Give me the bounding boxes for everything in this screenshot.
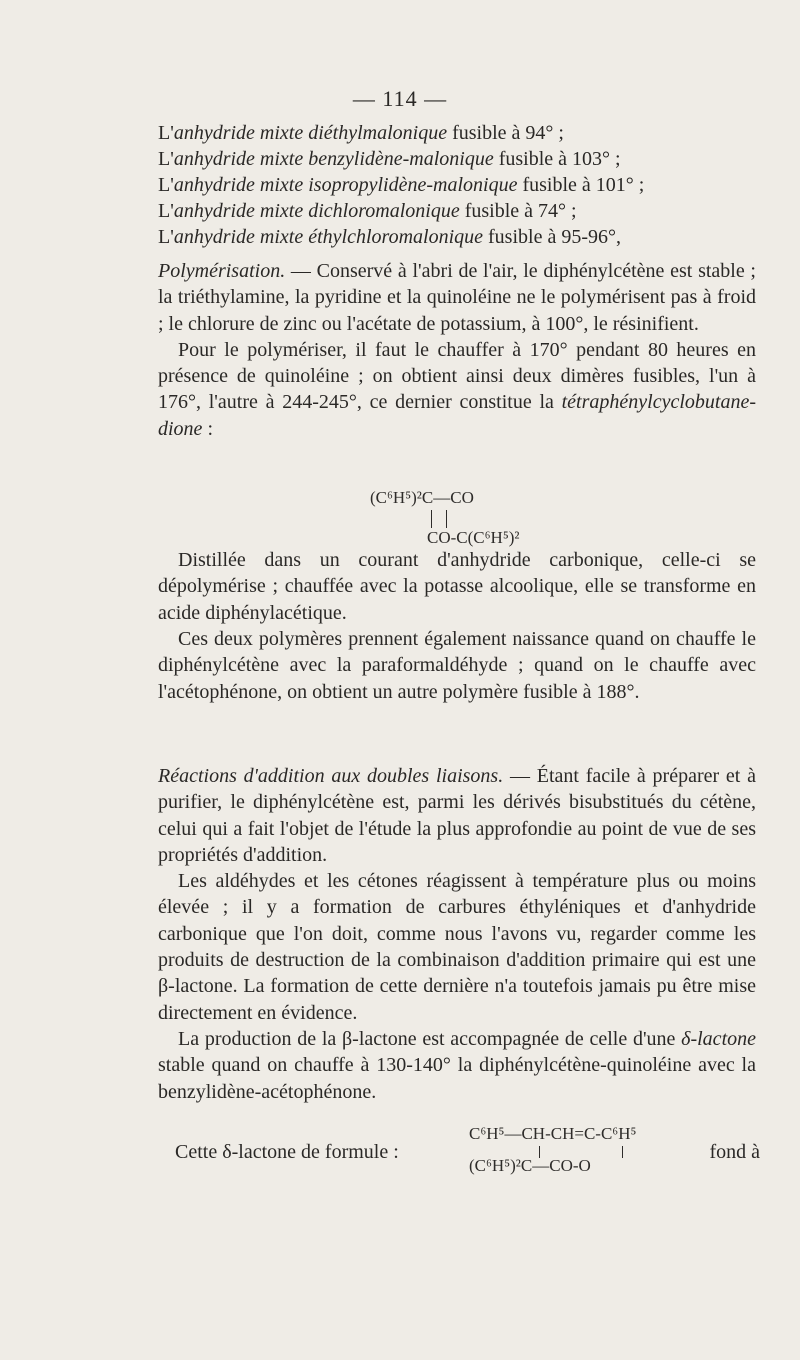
paragraph bbox=[158, 626, 756, 705]
paragraph-text: — Conservé à l'abri de l'air, le diphénylcétène est stable ; la triéthylamine, la pyridine et la quinoléine ne le polymérisent pas à froid ; le chlorure de zinc ou l'acétate de potassium, à 100°, le résinifient. bbox=[158, 260, 756, 335]
paragraph bbox=[158, 763, 756, 868]
formula-lactone-bottom: (C⁶H⁵)²C—CO-O bbox=[469, 1156, 591, 1175]
section-heading: Polymérisation. bbox=[158, 260, 286, 282]
paragraph-text: — Étant facile à préparer et à purifier, le diphénylcétène est, parmi les dérivés bisubstitués du cétène, celui qui a fait l'objet de l'étude la plus approfondie au point de vue de ses propriétés d'addition. bbox=[158, 765, 756, 866]
list-item bbox=[158, 224, 756, 250]
section-addition bbox=[158, 763, 756, 1105]
paragraph-text: Ces deux polymères prennent également naissance quand on chauffe le diphénylcétène avec la paraformaldéhyde ; quand on le chauffe avec l'acétophénone, on obtient un autre polymère fusible à 188°. bbox=[158, 627, 756, 703]
formula-dione-bottom: CO-C(C⁶H⁵)² bbox=[427, 528, 520, 547]
list-item-suffix: fusible à 94° ; bbox=[447, 122, 564, 144]
list-item-prefix: L' bbox=[158, 122, 174, 144]
section-heading: Réactions d'addition aux doubles liaisons. bbox=[158, 765, 504, 787]
formula-bond bbox=[446, 510, 447, 528]
list-item bbox=[158, 172, 756, 198]
list-item-prefix: L' bbox=[158, 148, 174, 170]
list-item-name: anhydride mixte éthylchloromalonique bbox=[173, 226, 484, 248]
anhydride-list bbox=[158, 120, 756, 250]
compound-name: tétraphénylcyclobutane-dione bbox=[158, 391, 756, 440]
section-polymerisation bbox=[158, 258, 756, 705]
paragraph-text: : bbox=[202, 417, 213, 440]
paragraph-text: La production de la β-lactone est accompagnée de celle d'une bbox=[178, 1027, 682, 1050]
formula-sentence bbox=[175, 1141, 760, 1167]
list-item-suffix: fusible à 74° ; bbox=[459, 200, 577, 222]
list-item-prefix: L' bbox=[158, 226, 174, 248]
paragraph-text: fond à bbox=[709, 1141, 760, 1163]
paragraph bbox=[158, 1026, 756, 1105]
paragraph bbox=[158, 547, 756, 626]
list-item-name: anhydride mixte diéthylmalonique bbox=[173, 122, 448, 144]
paragraph-text: Les aldéhydes et les cétones réagissent à température plus ou moins élevée ; il y a formation de carbures éthyléniques et d'anhydride carbonique que l'on doit, comme nous l'avons vu, regarder comme les produits de destruction de la combinaison d'addition primaire qui est une β-lactone. La formation de cette dernière n'a toutefois jamais pu être mise directement en évidence. bbox=[158, 870, 756, 1024]
paragraph-text: stable quand on chauffe à 130-140° la diphénylcétène-quinoléine avec la benzylidène-acétophénone. bbox=[158, 1054, 756, 1103]
list-item-prefix: L' bbox=[158, 200, 174, 222]
paragraph-text: Distillée dans un courant d'anhydride carbonique, celle-ci se dépolymérise ; chauffée avec la potasse alcoolique, elle se transforme en acide diphénylacétique. bbox=[158, 549, 756, 624]
list-item bbox=[158, 146, 756, 172]
formula-bond bbox=[622, 1146, 623, 1158]
list-item-suffix: fusible à 101° ; bbox=[517, 174, 645, 196]
paragraph-text: Cette δ-lactone de formule : bbox=[175, 1141, 399, 1163]
paragraph bbox=[158, 337, 756, 442]
formula-dione-top: (C⁶H⁵)²C—CO bbox=[370, 488, 474, 507]
paragraph bbox=[158, 868, 756, 1026]
list-item-prefix: L' bbox=[158, 174, 174, 196]
paragraph-text: Pour le polymériser, il faut le chauffer à 170° pendant 80 heures en présence de quinoléine ; on obtient ainsi deux dimères fusibles, l'un à 176°, l'autre à 244-245°, ce dernier constitue la bbox=[158, 338, 756, 414]
compound-name: δ-lactone bbox=[681, 1027, 756, 1050]
list-item-name: anhydride mixte isopropylidène-malonique bbox=[173, 174, 518, 196]
list-item-name: anhydride mixte dichloromalonique bbox=[173, 200, 460, 222]
list-item bbox=[158, 198, 756, 224]
list-item-suffix: fusible à 103° ; bbox=[493, 148, 621, 170]
list-item-name: anhydride mixte benzylidène-malonique bbox=[173, 148, 494, 170]
list-item-suffix: fusible à 95-96°, bbox=[483, 226, 621, 248]
page-number: — 114 — bbox=[352, 86, 448, 111]
paragraph bbox=[158, 258, 756, 337]
formula-bond bbox=[431, 510, 432, 528]
list-item bbox=[158, 120, 756, 146]
formula-lactone-top: C⁶H⁵—CH-CH=C-C⁶H⁵ bbox=[469, 1124, 637, 1143]
